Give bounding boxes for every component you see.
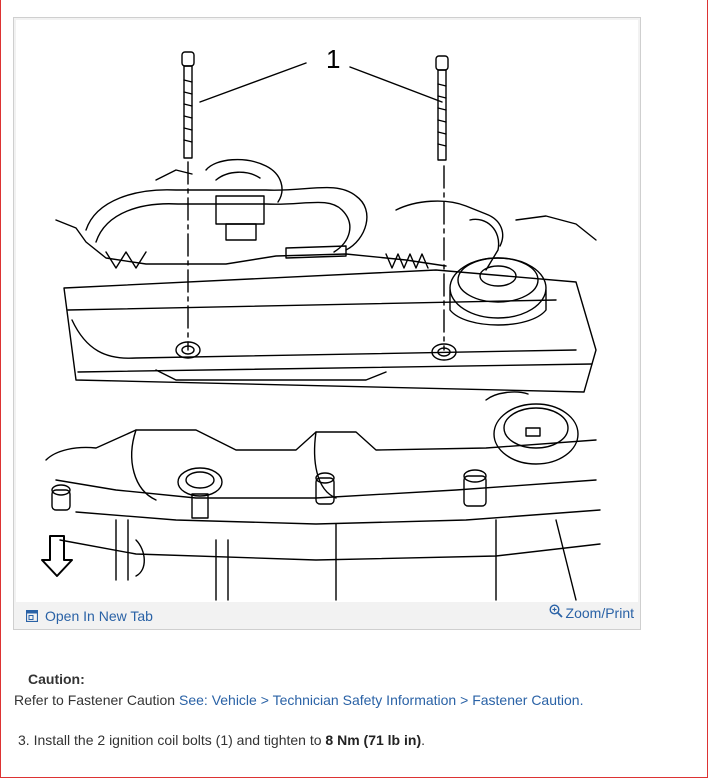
open-in-new-tab-label: Open In New Tab <box>45 608 153 624</box>
breadcrumb-separator: > <box>260 692 269 708</box>
caution-prefix: Refer to Fastener Caution <box>14 692 176 708</box>
leader-line-left <box>200 63 306 102</box>
open-in-new-tab-link[interactable] <box>26 608 153 624</box>
open-in-new-tab-icon <box>26 610 38 622</box>
engine-diagram[interactable] <box>16 20 638 602</box>
torque-spec: 8 Nm (71 lb in) <box>325 732 422 748</box>
leader-line-right <box>350 67 442 102</box>
zoom-print-link[interactable] <box>549 605 634 621</box>
valve-cover-lower <box>46 430 600 600</box>
connector-strip <box>56 220 446 268</box>
upper-hoses <box>86 160 596 270</box>
caution-see-link[interactable]: See: Vehicle > Technician Safety Information > Fastener Caution. <box>178 692 584 708</box>
vehicle-link[interactable]: Vehicle <box>211 692 257 708</box>
bolt-right <box>436 56 448 350</box>
breadcrumb-separator: > <box>460 692 469 708</box>
oil-fill-cap <box>450 258 546 325</box>
callout-label: 1 <box>326 44 341 74</box>
figure-panel <box>13 17 641 630</box>
engine-illustration <box>16 20 638 602</box>
step-instruction <box>18 732 425 748</box>
filler-cap-lower <box>486 392 578 464</box>
fastener-caution-link[interactable]: Fastener Caution <box>472 692 580 708</box>
step-text: Install the 2 ignition coil bolts (1) and tighten to <box>33 732 322 748</box>
figure-toolbar <box>14 604 640 629</box>
caution-title: Caution: <box>28 671 85 687</box>
zoom-print-label: Zoom/Print <box>565 605 634 621</box>
ignition-coil-cover <box>64 270 596 392</box>
step-suffix: . <box>421 732 425 748</box>
technician-safety-link[interactable]: Technician Safety Information <box>272 692 457 708</box>
magnifier-icon <box>549 604 563 618</box>
caution-text <box>14 692 583 708</box>
step-number: 3. <box>18 732 30 748</box>
bolt-left <box>182 52 194 350</box>
